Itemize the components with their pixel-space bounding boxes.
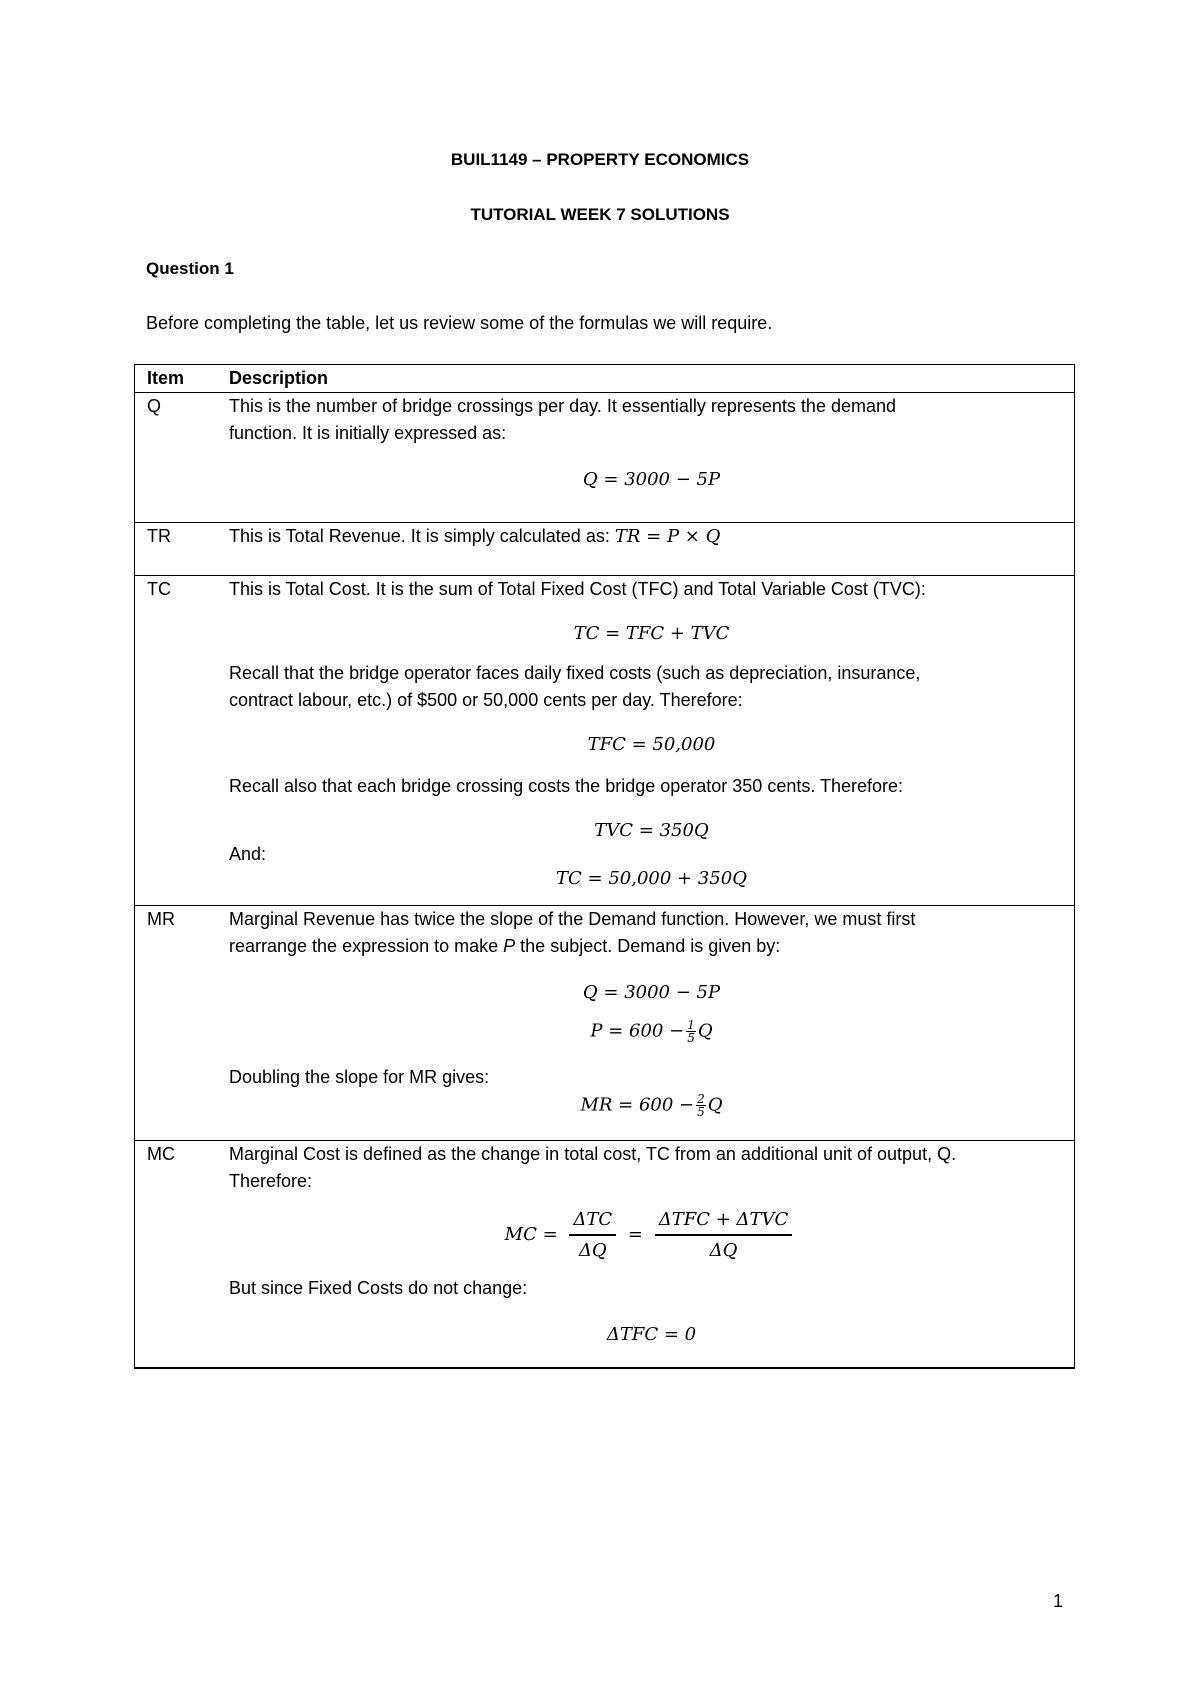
description-text: Marginal Revenue has twice the slope of the Demand function. However, we must first: [229, 909, 916, 929]
table-row-tc: [135, 576, 1075, 906]
equation: TR = P × Q: [614, 526, 721, 547]
table-row-mr: [135, 906, 1075, 1141]
description-text: Doubling the slope for MR gives:: [229, 1067, 490, 1087]
description-text: Marginal Cost is defined as the change in total cost, TC from an additional unit of output, Q.: [229, 1144, 957, 1164]
item-label: MC: [147, 1144, 175, 1164]
equation: TFC = 50,000: [587, 734, 716, 755]
description-text: Therefore:: [229, 1171, 313, 1191]
item-label: TC: [147, 579, 171, 599]
intro-text: Before completing the table, let us review some of the formulas we will require.: [146, 313, 773, 333]
equation: TVC = 350Q: [594, 820, 709, 841]
page-number: 1: [1053, 1591, 1064, 1611]
description-text: function. It is initially expressed as:: [229, 423, 507, 443]
item-label: Q: [147, 396, 162, 416]
table-header-row: [135, 365, 1075, 393]
equation: TC = 50,000 + 350Q: [556, 868, 747, 889]
fraction: $\frac{\text{ΔTC}}{\Delta Q}$: [569, 1209, 616, 1261]
equation: Q = 3000 − 5P: [582, 469, 721, 490]
equation: P = 600 − $\frac{1}{5}$ Q: [590, 1018, 713, 1045]
description-text: This is the number of bridge crossings per day. It essentially represents the demand: [229, 396, 897, 416]
description-text: Recall also that each bridge crossing costs the bridge operator 350 cents. Therefore:: [229, 776, 904, 796]
description-text: This is Total Revenue. It is simply calculated as:: [229, 526, 610, 546]
question-heading: Question 1: [146, 259, 234, 278]
description-text: the subject. Demand is given by:: [515, 936, 781, 956]
item-label: TR: [147, 526, 171, 546]
description-text: This is Total Cost. It is the sum of Total Fixed Cost (TFC) and Total Variable Cost (TVC):: [229, 579, 926, 599]
formula-table: [134, 364, 1075, 1369]
equation: TC = TFC + TVC: [573, 623, 730, 644]
table-row-q: [135, 393, 1075, 523]
fraction: $\frac{\text{ΔTFC + ΔTVC}}{\Delta Q}$: [655, 1209, 793, 1261]
item-label: MR: [147, 909, 175, 929]
table-row-tr: [135, 523, 1075, 576]
description-text: rearrange the expression to make: [229, 936, 504, 956]
header-description: Description: [229, 368, 329, 388]
description-text: But since Fixed Costs do not change:: [229, 1278, 528, 1298]
equation: Q = 3000 − 5P: [582, 982, 721, 1003]
equation: MC = $\frac{\text{ΔTC}}{\Delta Q}$ = $\frac{\text{ΔTFC + ΔTVC}}{\Delta Q}$: [229, 1209, 1074, 1261]
description-text: And:: [229, 844, 267, 864]
header-item: Item: [147, 368, 185, 388]
description-text: contract labour, etc.) of $500 or 50,000 cents per day. Therefore:: [229, 690, 743, 710]
fraction: $\frac{2}{5}$: [697, 1092, 705, 1119]
tutorial-title: TUTORIAL WEEK 7 SOLUTIONS: [470, 205, 730, 224]
description-text: Recall that the bridge operator faces daily fixed costs (such as depreciation, insurance,: [229, 663, 921, 683]
variable-p: P: [503, 936, 516, 956]
course-title: BUIL1149 – PROPERTY ECONOMICS: [450, 150, 750, 169]
equation: ΔTFC = 0: [606, 1324, 697, 1345]
fraction: $\frac{1}{5}$: [687, 1018, 695, 1045]
table-row-mc: [135, 1141, 1075, 1369]
equation: MR = 600 − $\frac{2}{5}$ Q: [580, 1092, 723, 1119]
